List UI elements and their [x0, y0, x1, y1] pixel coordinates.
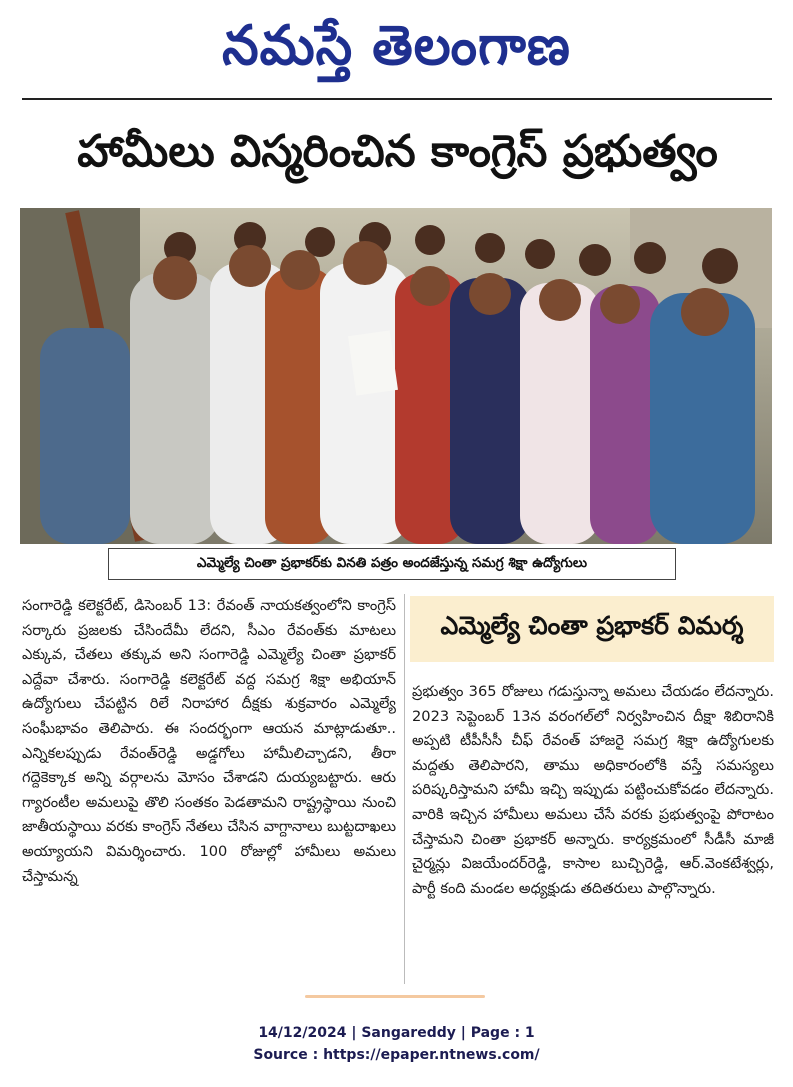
article-end-divider: [305, 995, 485, 998]
photo-caption-text: ఎమ్మెల్యే చింతా ప్రభాకర్‌కు వినతి పత్రం అందజేస్తున్న సమగ్ర శిక్షా ఉద్యోగులు: [196, 554, 588, 571]
article-subheadline: [410, 596, 774, 662]
article-body-right: ప్రభుత్వం 365 రోజులు గడుస్తున్నా అమలు చేయడం లేదన్నారు. 2023 సెప్టెంబర్ 13న వరంగల్‌లో నిర్వహించిన దీక్షా శిబిరానికి అప్పటి టీపీసీసీ చీఫ్ రేవంత్ హాజరై సమగ్ర శిక్షా ఉద్యోగులకు మద్దతు తెలిపారని, తాము అధికారంలోకి వస్తే సమస్యలు పరిష్కరిస్తామని హామీ ఇచ్చి ఇప్పుడు పట్టించుకోవడం లేదన్నారు. వారికి ఇచ్చిన హామీలు అమలు చేసే వరకు ప్రభుత్వంపై పోరాటం చేస్తామని చింతా ప్రభాకర్ అన్నారు. కార్యక్రమంలో సీడీసీ మాజీ చైర్మన్లు విజయేందర్‌రెడ్డి, కాసాల బుచ్చిరెడ్డి, ఆర్.వెంకటేశ్వర్లు, పార్టీ కంది మండల అధ్యక్షుడు తదితరులు పాల్గొన్నారు.: [412, 683, 774, 897]
masthead-title: నమస్తే తెలంగాణ: [222, 14, 571, 78]
article-headline: [20, 106, 775, 198]
subheadline-text: ఎమ్మెల్యే చింతా ప్రభాకర్ విమర్శ: [440, 611, 744, 640]
page-footer: [0, 1022, 793, 1066]
newspaper-masthead: [0, 0, 793, 92]
column-divider: [404, 594, 405, 984]
news-photo: [20, 208, 772, 544]
headline-text: హామీలు విస్మరించిన కాంగ్రెస్ ప్రభుత్వం: [77, 126, 718, 177]
footer-source-link[interactable]: Source : https://epaper.ntnews.com/: [253, 1047, 540, 1063]
article-column-left: [22, 594, 396, 986]
footer-edition-info: 14/12/2024 | Sangareddy | Page : 1: [258, 1025, 535, 1041]
article-body-left: సంగారెడ్డి కలెక్టరేట్, డిసెంబర్ 13: రేవంత్ నాయకత్వంలోని కాంగ్రెస్ సర్కారు ప్రజలకు చేసిందేమీ లేదని, సీఎం రేవంత్‌కు మాటలు ఎక్కువ, చేతలు తక్కువ అని సంగారెడ్డి ఎమ్మెల్యే చింతా ప్రభాకర్ ఎద్దేవా చేశారు. సంగారెడ్డి కలెక్టరేట్ వద్ద సమగ్ర శిక్షా అభియాన్ ఉద్యోగులు చేపట్టిన రిలే నిరాహార దీక్షకు శుక్రవారం ఎమ్మెల్యే సంఘీభావం తెలిపారు. ఈ సందర్భంగా ఆయన మాట్లాడుతూ.. ఎన్నికలప్పుడు రేవంత్‌రెడ్డి అడ్డగోలు హామీలిచ్చాడని, తీరా గద్దెకెక్కాక అన్ని వర్గాలను మోసం చేశాడని దుయ్యబట్టారు. ఆరు గ్యారంటీల అమలుపై తొలి సంతకం పెడతామని రాష్ట్రస్థాయి నుంచి జాతీయస్థాయి వరకు కాంగ్రెస్ నేతలు చేసిన వాగ్దానాలు బుట్టదాఖలు అయ్యాయని విమర్శించారు. 100 రోజుల్లో హామీలు అమలు చేస్తామన్న: [22, 597, 396, 885]
article-column-right: [412, 680, 774, 984]
masthead-divider: [22, 98, 772, 100]
photo-caption: [108, 548, 676, 580]
